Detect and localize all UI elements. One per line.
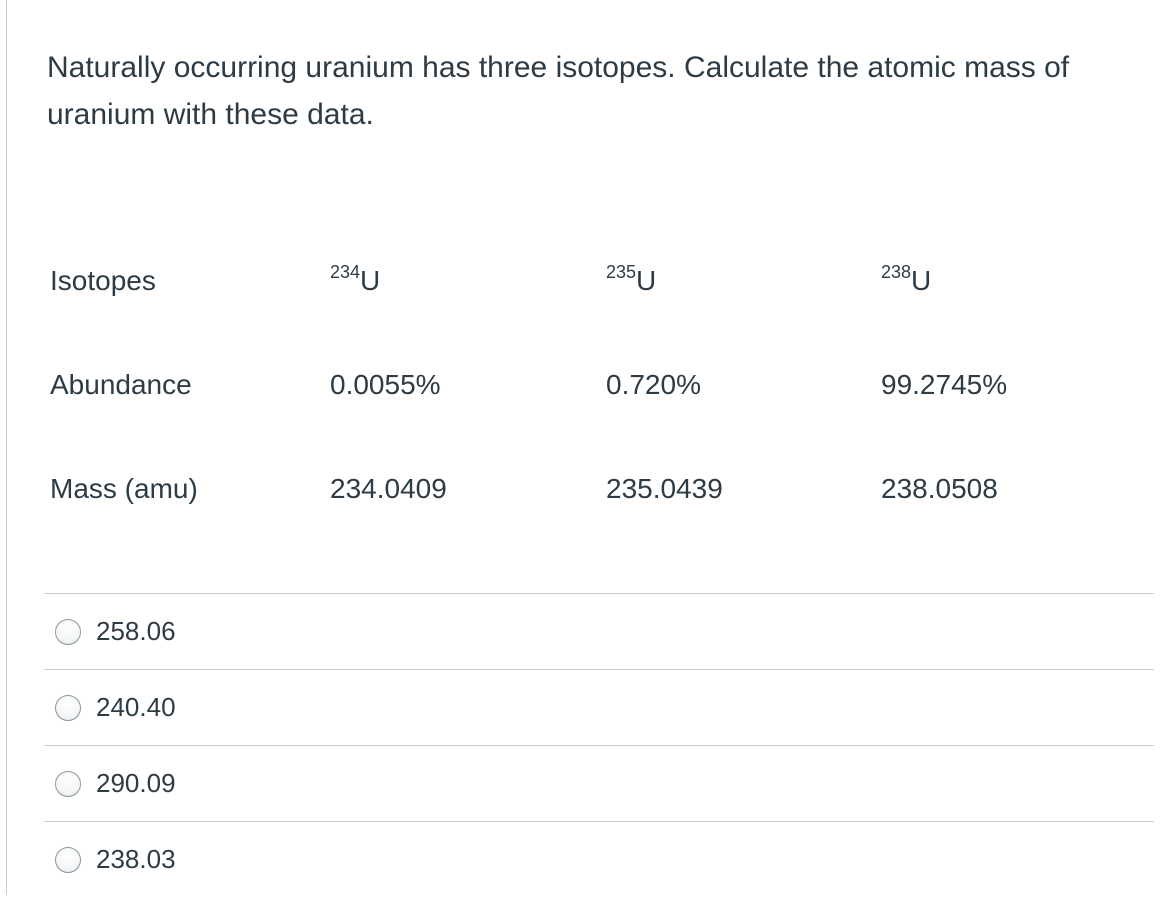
answer-option[interactable] — [44, 593, 1154, 669]
mass-value: 234.0409 — [330, 473, 447, 504]
abundance-value: 0.0055% — [330, 369, 441, 400]
isotope-235u — [606, 262, 657, 297]
mass-value: 238.0508 — [881, 473, 998, 504]
isotope-symbol: U — [636, 265, 657, 296]
answer-label[interactable]: 240.40 — [96, 692, 176, 722]
left-border-rule — [6, 0, 7, 895]
radio-button[interactable] — [55, 619, 81, 645]
radio-button[interactable] — [55, 695, 81, 721]
answer-label[interactable]: 238.03 — [96, 844, 176, 874]
answer-option[interactable] — [44, 669, 1154, 745]
answer-label[interactable]: 258.06 — [96, 616, 176, 646]
mass-value: 235.0439 — [606, 473, 723, 504]
answer-choices — [44, 593, 1154, 897]
question-text: Naturally occurring uranium has three isotopes. Calculate the atomic mass of uranium with these data. — [47, 51, 1070, 131]
answer-option[interactable] — [44, 821, 1154, 897]
row-label-abundance: Abundance — [50, 369, 192, 400]
isotope-234u — [330, 262, 381, 297]
isotope-mass-number: 238 — [881, 262, 912, 282]
answer-option[interactable] — [44, 745, 1154, 821]
isotope-238u — [881, 262, 932, 297]
isotope-symbol: U — [360, 265, 381, 296]
radio-button[interactable] — [55, 771, 81, 797]
answer-label[interactable]: 290.09 — [96, 768, 176, 798]
row-label-mass: Mass (amu) — [50, 473, 198, 504]
abundance-value: 0.720% — [606, 369, 701, 400]
row-label-isotopes: Isotopes — [50, 265, 156, 296]
abundance-value: 99.2745% — [881, 369, 1008, 400]
isotope-mass-number: 235 — [606, 262, 637, 282]
radio-button[interactable] — [55, 847, 81, 873]
isotope-symbol: U — [911, 265, 932, 296]
isotope-mass-number: 234 — [330, 262, 361, 282]
